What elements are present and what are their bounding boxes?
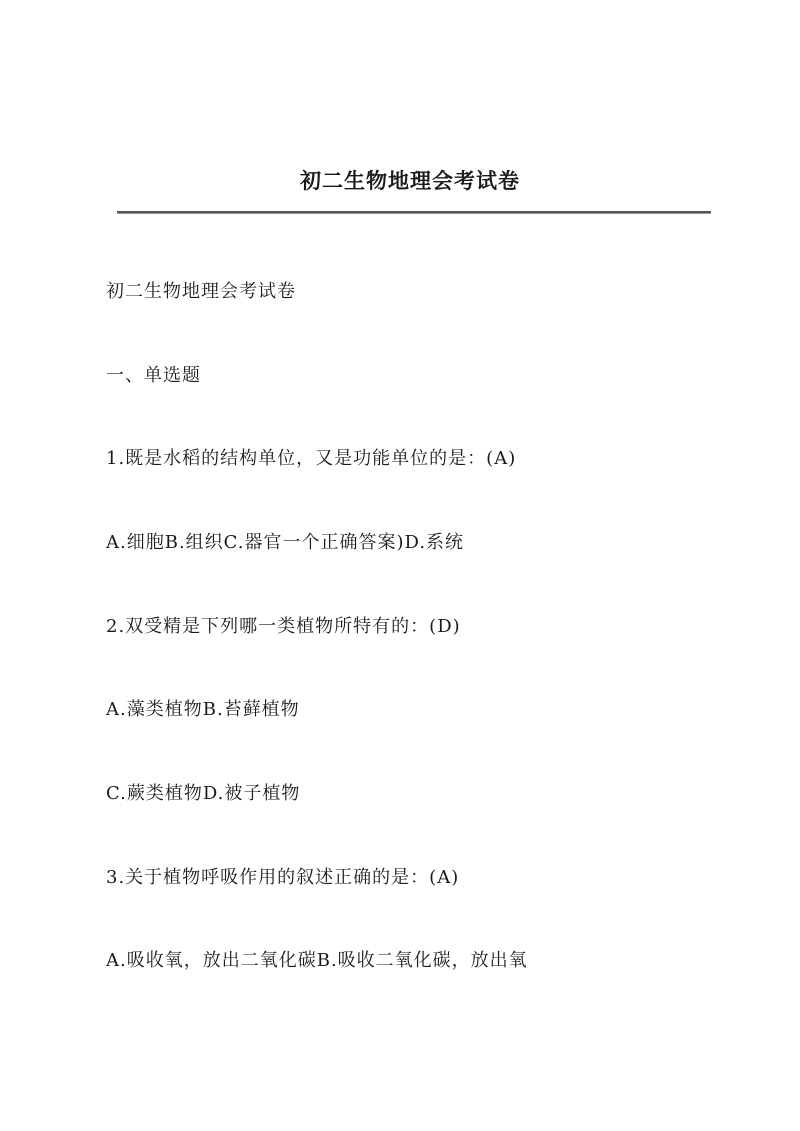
question-3: 3.关于植物呼吸作用的叙述正确的是：(A) [106,867,460,888]
page-title: 初二生物地理会考试卷 [300,168,520,193]
question-1: 1.既是水稻的结构单位，又是功能单位的是：(A) [106,448,517,469]
body-heading: 初二生物地理会考试卷 [106,281,296,302]
question-2-options-cd: C.蕨类植物D.被子植物 [106,783,301,804]
question-1-options: A.细胞B.组织C.器官一个正确答案)D.系统 [106,532,465,553]
section-heading: 一、单选题 [106,365,201,386]
question-2-options-ab: A.藻类植物B.苔藓植物 [106,699,300,720]
question-2: 2.双受精是下列哪一类植物所特有的：(D) [106,616,461,637]
question-3-options: A.吸收氧，放出二氧化碳B.吸收二氧化碳，放出氧 [106,950,528,971]
title-divider [117,211,711,214]
